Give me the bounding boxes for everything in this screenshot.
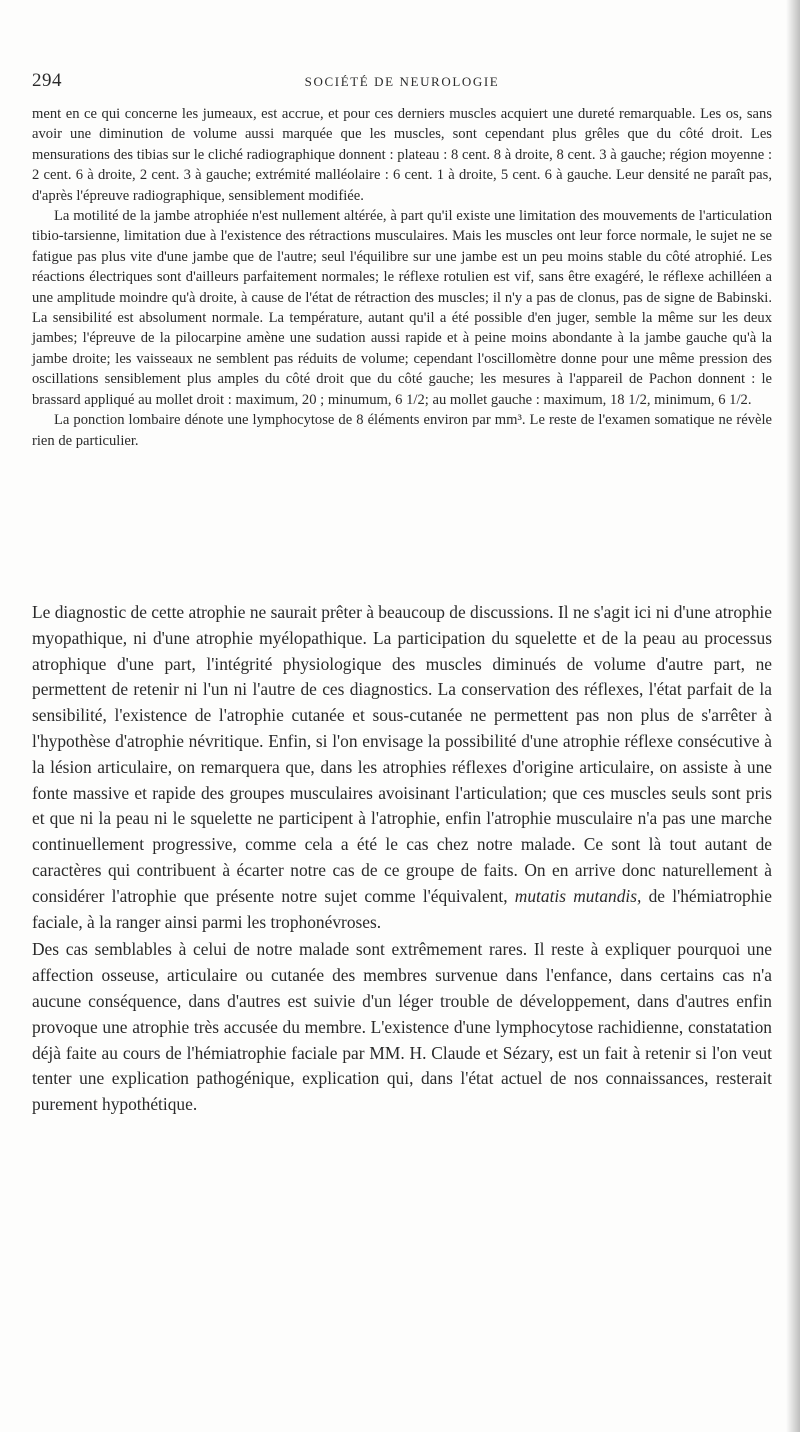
diagnosis-text-start: Le diagnostic de cette atrophie ne saurait prêter à beaucoup de discussions. Il ne s'agit ici ni d'une atrophie myopathique, ni d'une atrophie myélopathique. La participation du squelette et de la peau au processus atrophique d'une part, l'intégrité physiologique des muscles diminués de volume d'autre part, ne permettent de retenir ni l'un ni l'autre de ces diagnostics. La conservation des réflexes, l'état parfait de la sensibilité, l'existence de l'atrophie cutanée et sous-cutanée ne permettent pas non plus de s'arrêter à l'hypothèse d'atrophie névritique. Enfin, si l'on envisage la possibilité d'une atrophie réflexe consécutive à la lésion articulaire, on remarquera que, dans les atrophies réflexes d'origine articulaire, on assiste à une fonte massive et rapide des groupes musculaires avoisinant l'articulation; que ces muscles seuls sont pris et que ni la peau ni le squelette ne participent à l'atrophie, enfin l'atrophie musculaire n'a pas une marche continuellement progressive, comme cela a été le cas chez notre malade. Ce sont là tout autant de caractères qui contribuent à écarter notre cas de ce groupe de faits. On en arrive donc naturellement à considérer l'atrophie que présente notre sujet comme l'équivalent, bbox=[32, 602, 772, 906]
diagnosis-text-end: de l'hémiatrophie faciale, à la ranger ainsi parmi les trophonévroses. bbox=[32, 885, 772, 932]
page-number: 294 bbox=[32, 70, 62, 91]
discussion-text bbox=[32, 600, 772, 1118]
case-observation-text bbox=[32, 104, 772, 451]
paragraph-lumbar-puncture: La ponction lombaire dénote une lymphocytose de 8 éléments environ par mm³. Le reste de l'examen somatique ne révèle rien de particulier. bbox=[32, 412, 772, 449]
page-header bbox=[32, 70, 772, 94]
running-head: SOCIÉTÉ DE NEUROLOGIE bbox=[304, 74, 500, 89]
paragraph-motility: La motilité de la jambe atrophiée n'est nullement altérée, à part qu'il existe une limitation des mouvements de l'articulation tibio-tarsienne, limitation due à l'existence des rétractions musculaires. Mais les muscles ont leur force normale, le sujet ne se fatigue pas plus vite d'une jambe que de l'autre; seul l'équilibre sur une jambe est un peu moins stable du côté atrophié. Les réactions électriques sont d'ailleurs parfaitement normales; le réflexe rotulien est vif, sans être exagéré, le réflexe achilléen a une amplitude moindre qu'à droite, à cause de l'état de rétraction des muscles; il n'y a pas de clonus, pas de signe de Babinski. La sensibilité est absolument normale. La température, autant qu'il a été possible d'en juger, semble la même sur les deux jambes; l'épreuve de la pilocarpine amène une sudation aussi rapide et à peine moins abondante à la jambe gauche qu'à la jambe droite; les vaisseaux ne semblent pas réduits de volume; cependant l'oscillomètre donne pour une même pression des oscillations sensiblement plus amples du côté droit que du côté gauche; les mesures à l'appareil de Pachon donnent : le brassard appliqué au mollet droit : maximum, 20 ; minumum, 6 1/2; au mollet gauche : maximum, 18 1/2, minimum, 6 1/2. bbox=[32, 208, 772, 408]
paragraph-rare-cases: Des cas semblables à celui de notre malade sont extrêmement rares. Il reste à expliquer pourquoi une affection osseuse, articulaire ou cutanée des membres survenue dans l'enfance, dans certains cas n'a aucune conséquence, dans d'autres est suivie d'un léger trouble de développement, dans d'autres enfin provoque une atrophie très accusée du membre. L'existence d'une lymphocytose rachidienne, constatation déjà faite au cours de l'hémiatrophie faciale par MM. H. Claude et Sézary, est un fait à retenir si l'on veut tenter une explication pathogénique, explication qui, dans l'état actuel de nos connaissances, resterait purement hypothétique. bbox=[32, 939, 772, 1115]
paragraph-diagnosis bbox=[32, 600, 772, 935]
page-edge-shadow bbox=[786, 0, 800, 1432]
latin-phrase: mutatis mutandis, bbox=[514, 885, 642, 906]
paragraph-continuation: ment en ce qui concerne les jumeaux, est accrue, et pour ces derniers muscles acquiert une dureté remarquable. Les os, sans avoir une diminution de volume aussi marquée que les muscles, sont cependant plus grêles que du côté droit. Les mensurations des tibias sur le cliché radiographique donnent : plateau : 8 cent. 8 à droite, 8 cent. 3 à gauche; région moyenne : 2 cent. 6 à droite, 2 cent. 3 à gauche; extrémité malléolaire : 6 cent. 1 à droite, 5 cent. 6 à gauche. Leur densité ne paraît pas, d'après l'épreuve radiographique, sensiblement modifiée. bbox=[32, 106, 772, 204]
